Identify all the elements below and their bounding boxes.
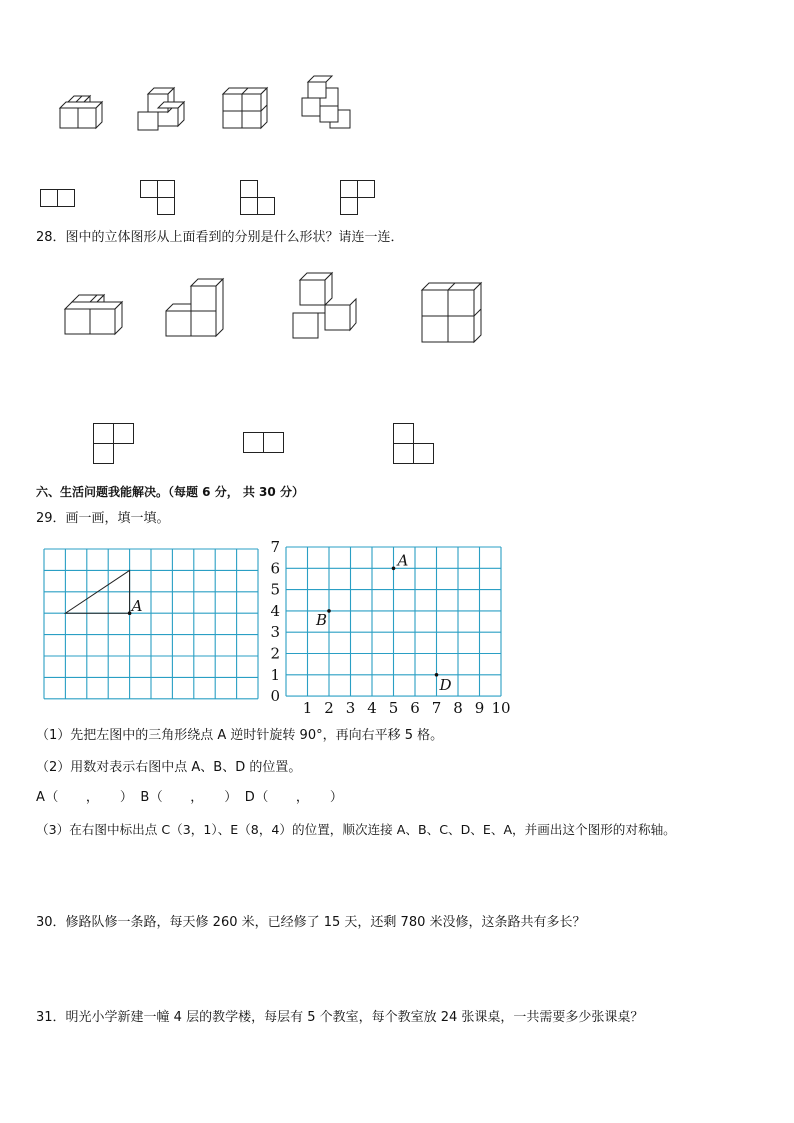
y-tick-label: 6	[270, 559, 280, 578]
top-view-4	[340, 180, 376, 216]
point-a-label: A	[397, 551, 409, 570]
y-tick-label: 0	[270, 687, 280, 706]
q29-sub1: （1）先把左图中的三角形绕点 A 逆时针旋转 90°，再向右平移 5 格。	[36, 728, 444, 743]
q30-text: 30．修路队修一条路，每天修 260 米，已经修了 15 天，还剩 780 米没修，这条路共有多长？	[36, 915, 586, 930]
point-b-dot	[327, 609, 331, 613]
y-tick-label: 2	[270, 644, 280, 663]
y-tick-label: 4	[270, 601, 280, 620]
x-tick-label: 1	[302, 699, 313, 718]
x-tick-label: 3	[345, 699, 356, 718]
q29-sub2: （2）用数对表示右图中点 A、B、D 的位置。	[36, 760, 302, 775]
x-tick-label: 7	[431, 699, 442, 718]
q28-view-3	[393, 423, 437, 467]
top-solid-1	[56, 94, 106, 130]
q28-solid-1	[64, 292, 128, 336]
q29-answer-line[interactable]: A（ ， ） B（ ， ） D（ ， ）	[36, 790, 344, 805]
x-tick-label: 5	[388, 699, 399, 718]
y-tick-label: 5	[270, 580, 280, 599]
y-tick-label: 7	[270, 538, 280, 556]
x-tick-label: 8	[453, 699, 463, 718]
x-tick-label: 9	[474, 699, 485, 718]
point-a-dot	[392, 567, 396, 571]
q28-solid-3	[292, 271, 358, 341]
q29-right-grid[interactable]	[266, 538, 510, 720]
x-tick-label: 6	[410, 699, 420, 718]
q28-view-2	[243, 432, 287, 456]
q29-sub3: （3）在右图中标出点 C（3，1）、E（8，4）的位置，顺次连接 A、B、C、D、E、A，并画出这个图形的对称轴。	[36, 822, 676, 837]
y-tick-label: 3	[270, 623, 280, 642]
top-view-1	[40, 189, 76, 209]
left-point-label: A	[131, 597, 143, 616]
top-solid-2	[136, 82, 188, 132]
q29-prompt: 29．画一画，填一填。	[36, 511, 170, 526]
section-6-heading: 六、生活问题我能解决。（每题 6 分， 共 30 分）	[36, 485, 304, 499]
top-solid-3	[221, 86, 269, 130]
top-view-2	[140, 180, 176, 216]
q28-prompt: 28．图中的立体图形从上面看到的分别是什么形状？请连一连．	[36, 230, 404, 245]
top-solid-4	[300, 76, 354, 130]
x-tick-label: 4	[367, 699, 377, 718]
x-tick-label: 10	[491, 699, 511, 718]
q28-solid-4	[421, 282, 483, 344]
x-tick-label: 2	[324, 699, 334, 718]
point-d-label: D	[439, 675, 452, 694]
q29-left-grid[interactable]	[43, 548, 259, 700]
q28-solid-2	[165, 276, 229, 338]
y-tick-label: 1	[270, 665, 280, 684]
top-view-3	[240, 180, 276, 216]
point-d-dot	[435, 673, 439, 677]
point-b-label: B	[316, 610, 328, 629]
q31-text: 31．明光小学新建一幢 4 层的教学楼，每层有 5 个教室，每个教室放 24 张课桌，一共需要多少张课桌？	[36, 1010, 644, 1025]
q28-view-1	[93, 423, 137, 467]
